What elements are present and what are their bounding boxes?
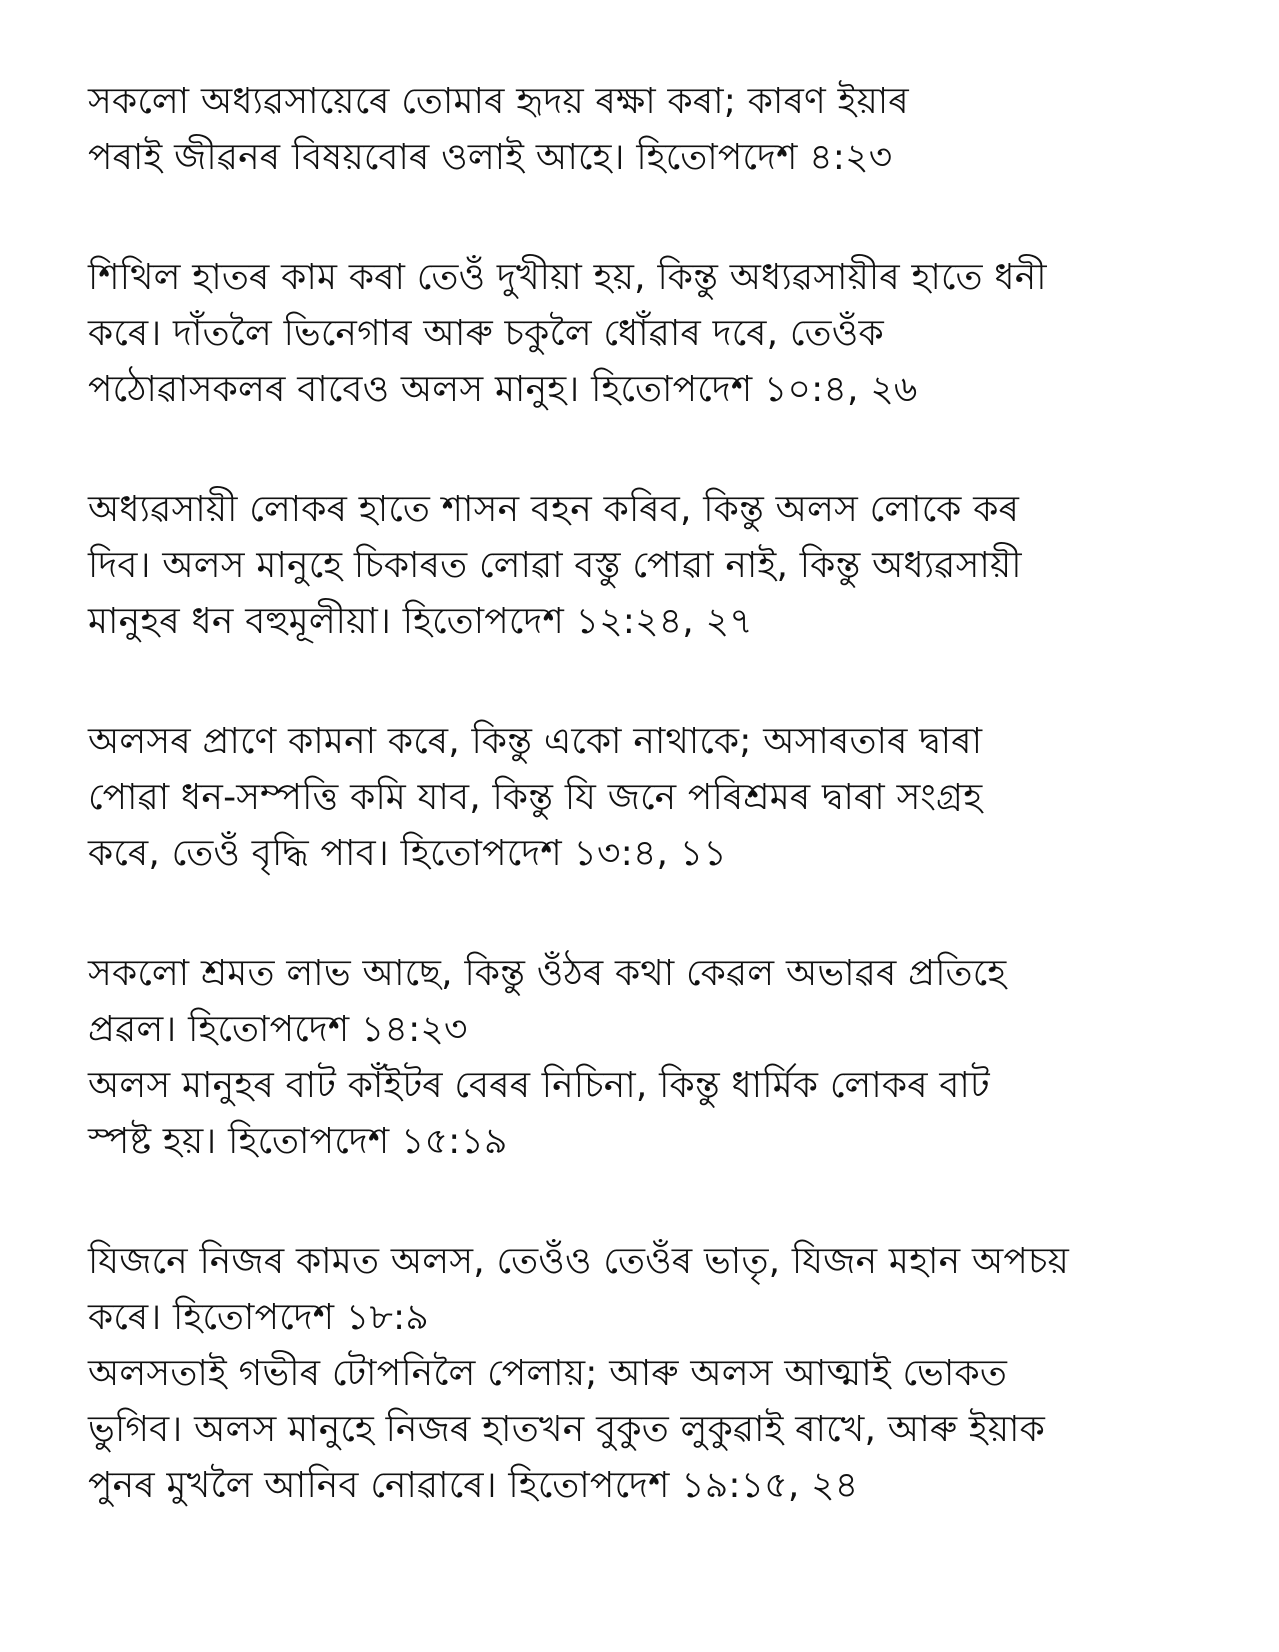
text-line: কৰে, তেওঁ বৃদ্ধি পাব। হিতোপদেশ ১৩:৪, ১১ (88, 833, 727, 874)
text-line: অলস মানুহৰ বাট কাঁইটৰ বেৰৰ নিচিনা, কিন্তু ধাৰ্মিক লোকৰ বাট (88, 1065, 990, 1106)
paragraph-gap (88, 650, 1208, 714)
text-line: শিথিল হাতৰ কাম কৰা তেওঁ দুখীয়া হয়, কিন্তু অধ্যৱসায়ীৰ হাতে ধনী (88, 257, 1047, 298)
passage-2 (88, 250, 1208, 418)
passage-3 (88, 482, 1208, 650)
passage-5 (88, 946, 1208, 1170)
text-line: মানুহৰ ধন বহুমূলীয়া। হিতোপদেশ ১২:২৪, ২৭ (88, 601, 753, 642)
text-line: কৰে। দাঁতলৈ ভিনেগাৰ আৰু চকুলৈ ধোঁৱাৰ দৰে, তেওঁক (88, 313, 884, 354)
paragraph-gap (88, 1170, 1208, 1234)
text-line: পৰাই জীৱনৰ বিষয়বোৰ ওলাই আহে। হিতোপদেশ ৪:২৩ (88, 137, 893, 178)
text-line: যিজনে নিজৰ কামত অলস, তেওঁও তেওঁৰ ভাতৃ, যিজন মহান অপচয় (88, 1241, 1070, 1282)
text-line: ভুগিব। অলস মানুহে নিজৰ হাতখন বুকুত লুকুৱাই ৰাখে, আৰু ইয়াক (88, 1409, 1046, 1450)
text-line: দিব। অলস মানুহে চিকাৰত লোৱা বস্তু পোৱা নাই, কিন্তু অধ্যৱসায়ী (88, 545, 1022, 586)
text-line: পোৱা ধন-সম্পত্তি কমি যাব, কিন্তু যি জনে পৰিশ্ৰমৰ দ্বাৰা সংগ্ৰহ (88, 777, 983, 818)
passage-6 (88, 1234, 1208, 1514)
paragraph-gap (88, 418, 1208, 482)
text-line: কৰে। হিতোপদেশ ১৮:৯ (88, 1297, 429, 1338)
text-line: প্ৰৱল। হিতোপদেশ ১৪:২৩ (88, 1009, 468, 1050)
passage-4 (88, 714, 1208, 882)
document-page (88, 74, 1208, 1514)
text-line: অলসৰ প্ৰাণে কামনা কৰে, কিন্তু একো নাথাকে; অসাৰতাৰ দ্বাৰা (88, 721, 983, 762)
text-line: পঠোৱাসকলৰ বাবেও অলস মানুহ। হিতোপদেশ ১০:৪, ২৬ (88, 369, 918, 410)
paragraph-gap (88, 186, 1208, 250)
passage-1 (88, 74, 1208, 186)
text-line: অধ্যৱসায়ী লোকৰ হাতে শাসন বহন কৰিব, কিন্তু অলস লোকে কৰ (88, 489, 1020, 530)
paragraph-gap (88, 882, 1208, 946)
text-line: স্পষ্ট হয়। হিতোপদেশ ১৫:১৯ (88, 1121, 508, 1162)
text-line: পুনৰ মুখলৈ আনিব নোৱাৰে। হিতোপদেশ ১৯:১৫, ২৪ (88, 1465, 859, 1506)
text-line: সকলো শ্ৰমত লাভ আছে, কিন্তু ওঁঠৰ কথা কেৱল অভাৱৰ প্ৰতিহে (88, 953, 1007, 994)
text-line: অলসতাই গভীৰ টোপনিলৈ পেলায়; আৰু অলস আত্মাই ভোকত (88, 1353, 1008, 1394)
text-line: সকলো অধ্যৱসায়েৰে তোমাৰ হৃদয় ৰক্ষা কৰা; কাৰণ ইয়াৰ (88, 81, 909, 122)
